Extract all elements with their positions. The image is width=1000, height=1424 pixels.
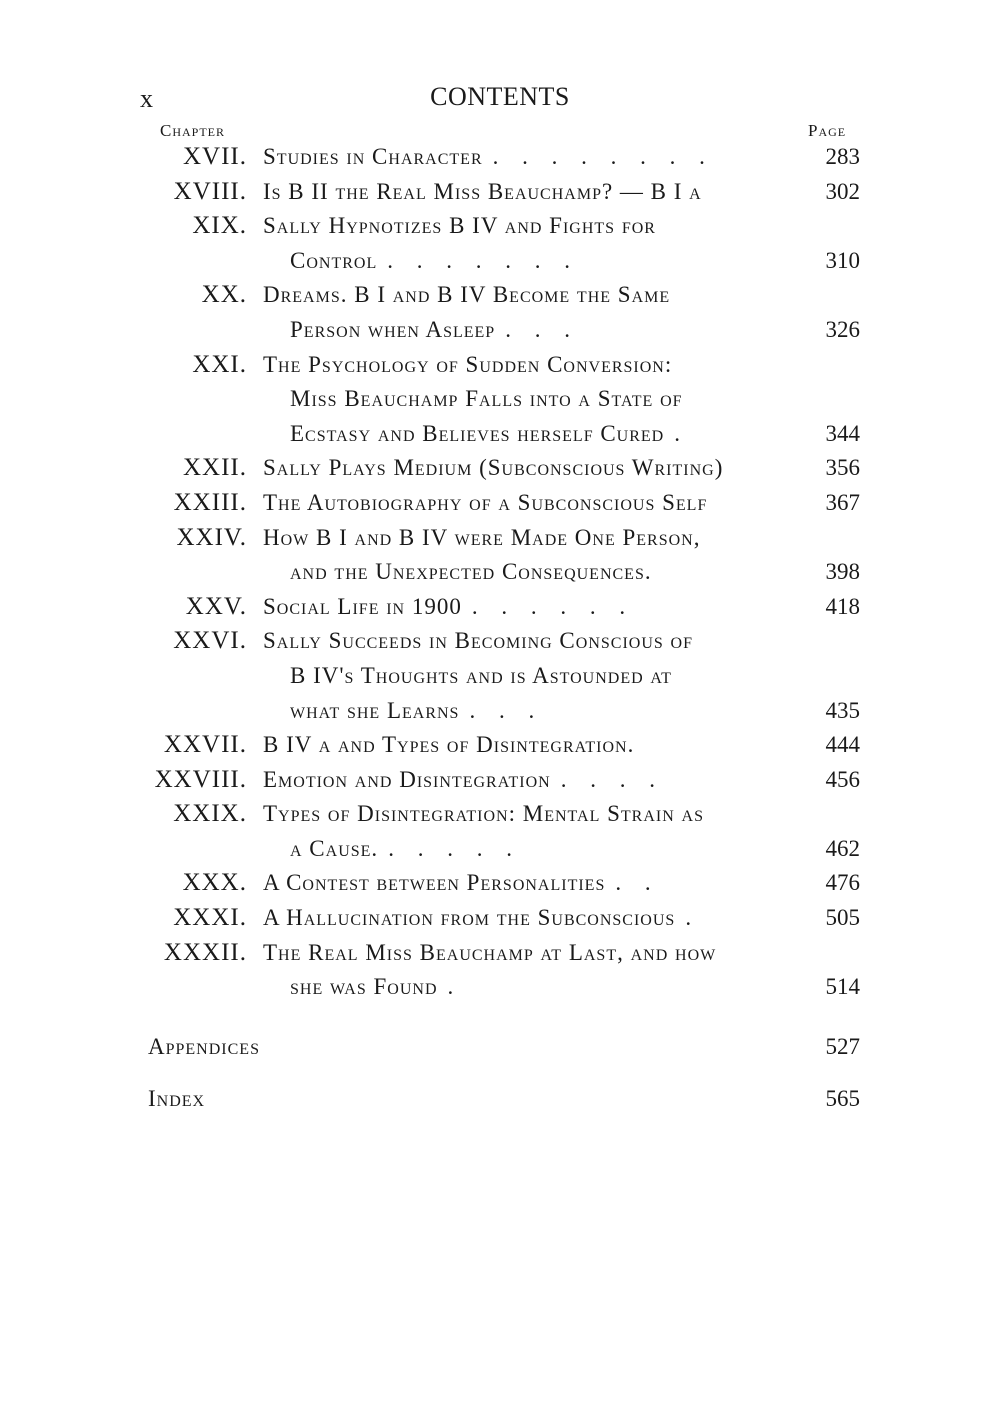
chapter-title-text: Sally Plays Medium (Subconscious Writing) [263, 455, 724, 481]
entry-line [0, 866, 1000, 901]
page-reference: 418 [825, 593, 860, 619]
entry-continuation-line [0, 555, 1000, 590]
chapter-title-text: Miss Beauchamp Falls into a State of [290, 386, 683, 412]
page-title: CONTENTS [430, 82, 570, 111]
chapter-number: XXXI. [173, 904, 247, 932]
entry-continuation-line [0, 970, 1000, 1005]
chapter-title [263, 521, 793, 556]
page-reference: 302 [825, 178, 860, 204]
chapter-number: XXVIII. [154, 765, 247, 793]
chapter-number: XXVI. [173, 627, 247, 655]
chapter-title [290, 659, 793, 694]
chapter-title [290, 244, 793, 279]
entry-line [0, 348, 1000, 383]
entry-continuation-line [0, 832, 1000, 867]
page-column-header: Page [808, 121, 847, 140]
chapter-title [263, 451, 793, 486]
entry-line [0, 936, 1000, 971]
chapter-title [290, 832, 793, 867]
appendices-entry [0, 1030, 1000, 1064]
chapter-title [263, 763, 793, 798]
contents-list [0, 140, 1000, 1005]
page-reference: 505 [825, 905, 860, 931]
contents-entry [0, 728, 1000, 763]
chapter-title [290, 417, 793, 452]
chapter-number: XVII. [182, 143, 247, 170]
chapter-title [263, 866, 793, 901]
chapter-number: XXVII. [163, 731, 247, 759]
chapter-title-text: she was Found [290, 974, 438, 1000]
chapter-title-text: The Real Miss Beauchamp at Last, and how [263, 939, 717, 965]
chapter-number: XXIII. [173, 488, 247, 516]
page-reference: 435 [825, 697, 860, 723]
appendices-page: 527 [825, 1034, 860, 1059]
chapter-title-text: Is B II the Real Miss Beauchamp? — B I a [263, 178, 702, 204]
contents-entry [0, 901, 1000, 936]
entry-line [0, 624, 1000, 659]
chapter-number: XVIII. [173, 177, 247, 205]
contents-entry [0, 209, 1000, 278]
chapter-title [263, 901, 793, 936]
chapter-title-text: Ecstasy and Believes herself Cured [290, 420, 665, 446]
page-reference: 514 [825, 974, 860, 1000]
contents-entry [0, 866, 1000, 901]
index-entry [0, 1082, 1000, 1116]
contents-entry [0, 451, 1000, 486]
chapter-title-text: what she Learns [290, 697, 460, 723]
chapter-title [290, 313, 793, 348]
chapter-number: XXI. [192, 350, 247, 378]
chapter-title [263, 797, 793, 832]
leader-dots: . [674, 420, 689, 446]
contents-entry [0, 936, 1000, 1005]
entry-line [0, 278, 1000, 313]
leader-dots: . . . . [560, 766, 664, 792]
chapter-title [263, 590, 793, 625]
page-reference: 326 [825, 316, 860, 342]
entry-line [0, 209, 1000, 244]
page-reference: 398 [825, 559, 860, 585]
chapter-title-text: The Autobiography of a Subconscious Self [263, 489, 708, 515]
leader-dots: . . . . . [388, 835, 521, 861]
leader-dots: . [447, 974, 463, 1000]
page-number: x [140, 84, 154, 113]
chapter-title-text: Person when Asleep [290, 316, 496, 342]
entry-continuation-line [0, 382, 1000, 417]
leader-dots: . . [615, 870, 660, 896]
chapter-title [263, 209, 793, 244]
page-reference: 344 [825, 420, 860, 446]
chapter-title-text: Emotion and Disintegration [263, 766, 551, 792]
contents-entry [0, 486, 1000, 521]
chapter-title-text: Types of Disintegration: Mental Strain as [263, 801, 704, 827]
page-reference: 310 [825, 247, 860, 273]
contents-entry [0, 590, 1000, 625]
chapter-number: XXXII. [163, 938, 247, 966]
entry-continuation-line [0, 313, 1000, 348]
leader-dots: . . . [505, 316, 579, 342]
chapter-number: XXX. [182, 869, 247, 897]
chapter-title-text: Control [290, 247, 378, 273]
chapter-title-text: A Contest between Personalities [263, 870, 606, 896]
contents-entry [0, 140, 1000, 175]
chapter-title [263, 936, 793, 971]
chapter-title [263, 348, 793, 383]
chapter-title-text: B IV a and Types of Disintegration. [263, 732, 635, 758]
contents-entry [0, 175, 1000, 210]
chapter-title-text: Social Life in 1900 [263, 593, 462, 619]
chapter-title [263, 278, 793, 313]
page-reference: 444 [825, 732, 860, 758]
chapter-title-text: and the Unexpected Consequences. [290, 559, 652, 585]
entry-line [0, 901, 1000, 936]
entry-line [0, 486, 1000, 521]
contents-entry [0, 763, 1000, 798]
chapter-title-text: Dreams. B I and B IV Become the Same [263, 282, 671, 308]
entry-continuation-line [0, 659, 1000, 694]
index-label: Index [148, 1086, 206, 1111]
page-reference: 367 [825, 489, 860, 515]
chapter-title-text: Studies in Character [263, 144, 483, 169]
contents-entry [0, 624, 1000, 728]
chapter-number: XXIX. [173, 800, 247, 828]
entry-line [0, 797, 1000, 832]
chapter-title [290, 970, 793, 1005]
page-reference: 456 [825, 766, 860, 792]
index-page: 565 [825, 1086, 860, 1111]
entry-line [0, 728, 1000, 763]
contents-entry [0, 348, 1000, 452]
chapter-number: XXII. [182, 454, 247, 482]
chapter-title [263, 624, 793, 659]
entry-line [0, 590, 1000, 625]
page-reference: 356 [825, 455, 860, 481]
leader-dots: . . . [469, 697, 544, 723]
entry-line [0, 521, 1000, 556]
chapter-number: XXV. [185, 592, 247, 620]
appendices-label: Appendices [148, 1034, 260, 1059]
leader-dots: . . . . . . . . [492, 144, 714, 169]
chapter-title-text: Sally Hypnotizes B IV and Fights for [263, 213, 656, 239]
chapter-title [290, 555, 793, 590]
entry-line [0, 763, 1000, 798]
page-reference: 283 [825, 144, 860, 169]
chapter-title-text: B IV's Thoughts and is Astounded at [290, 662, 672, 688]
chapter-title [263, 728, 793, 763]
leader-dots: . . . . . . [471, 593, 635, 619]
chapter-number: XIX. [192, 212, 247, 240]
chapter-title-text: How B I and B IV were Made One Person, [263, 524, 701, 550]
chapter-title-text: The Psychology of Sudden Conversion: [263, 351, 673, 377]
chapter-title [290, 382, 793, 417]
entry-line [0, 175, 1000, 210]
contents-entry [0, 797, 1000, 866]
chapter-column-header: Chapter [160, 121, 226, 140]
chapter-title [290, 694, 793, 729]
contents-entry [0, 278, 1000, 347]
chapter-title [263, 175, 793, 210]
entry-line [0, 451, 1000, 486]
page-reference: 476 [825, 870, 860, 896]
chapter-number: XXIV. [176, 523, 247, 551]
entry-line [0, 140, 1000, 175]
leader-dots: . [685, 905, 701, 931]
entry-continuation-line [0, 417, 1000, 452]
chapter-number: XX. [201, 281, 247, 309]
page-reference: 462 [825, 835, 860, 861]
chapter-title-text: A Hallucination from the Subconscious [263, 905, 676, 931]
chapter-title-text: a Cause. [290, 835, 379, 861]
entry-continuation-line [0, 694, 1000, 729]
entry-continuation-line [0, 244, 1000, 279]
leader-dots: . . . . . . . [387, 247, 579, 273]
chapter-title [263, 486, 793, 521]
chapter-title [263, 140, 793, 175]
chapter-title-text: Sally Succeeds in Becoming Conscious of [263, 628, 693, 654]
contents-entry [0, 521, 1000, 590]
